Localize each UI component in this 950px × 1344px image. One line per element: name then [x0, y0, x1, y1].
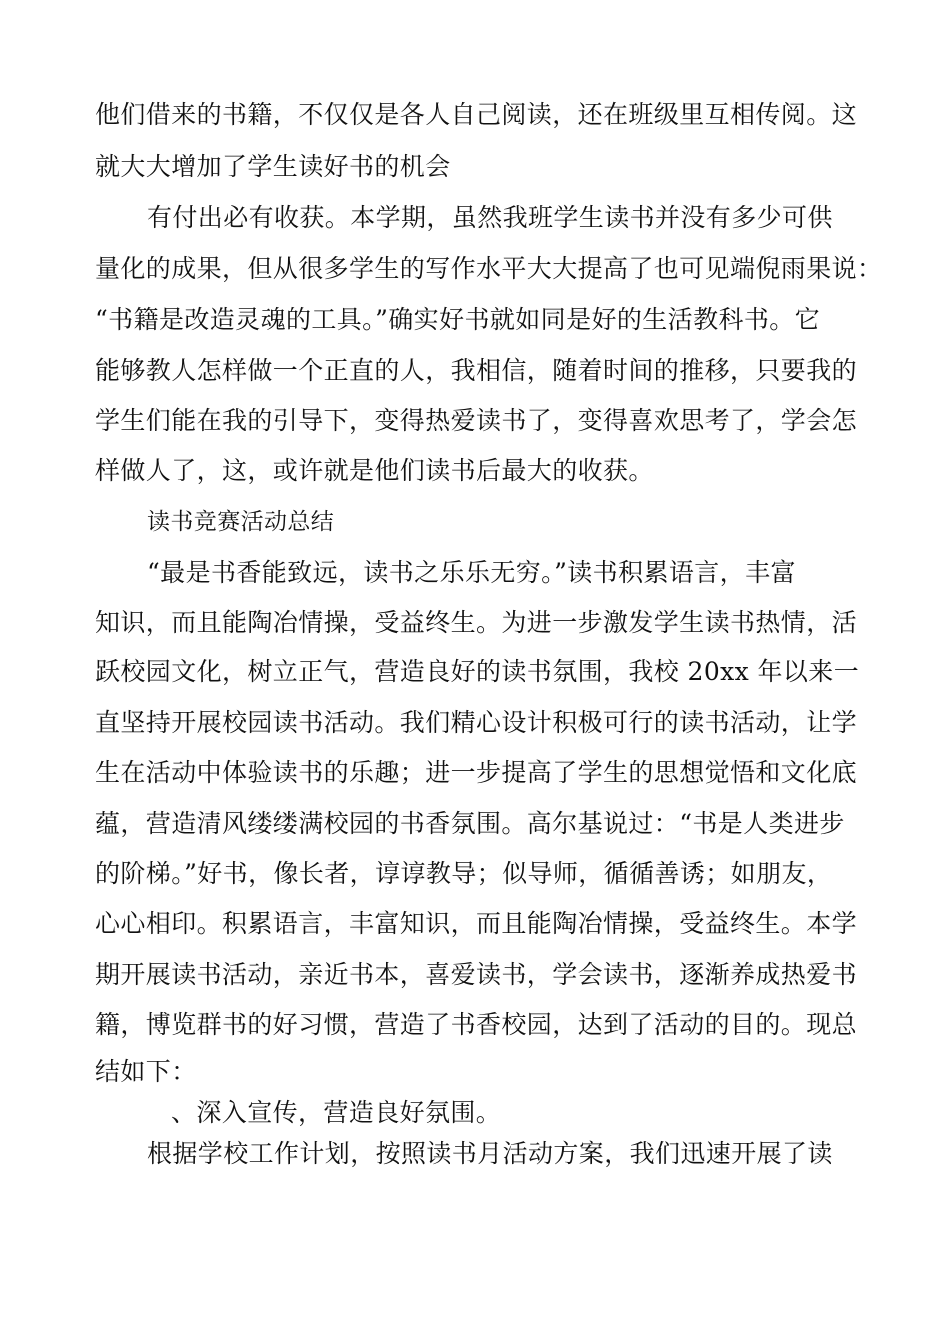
section-title: 读书竞赛活动总结: [147, 509, 335, 535]
paragraph-line: 蕴，营造清风缕缕满校园的书香氛围。高尔基说过：“书是人类进步: [95, 809, 845, 838]
paragraph-line: 样做人了，这，或许就是他们读书后最大的收获。: [95, 456, 654, 485]
paragraph-line: 知识，而且能陶冶情操，受益终生。为进一步激发学生读书热情，活: [95, 608, 858, 637]
paragraph-line: 直坚持开展校园读书活动。我们精心设计积极可行的读书活动，让学: [95, 708, 858, 737]
paragraph-line: “书籍是改造灵魂的工具。”确实好书就如同是好的生活教科书。它: [95, 305, 821, 334]
paragraph-line: 有付出必有收获。本学期，虽然我班学生读书并没有多少可供: [147, 203, 833, 232]
paragraph-line: 生在活动中体验读书的乐趣；进一步提高了学生的思想觉悟和文化底: [95, 758, 858, 787]
paragraph-line: 量化的成果，但从很多学生的写作水平大大提高了也可见端倪雨果说：: [95, 254, 883, 283]
paragraph-line: 心心相印。积累语言，丰富知识，而且能陶冶情操，受益终生。本学: [95, 909, 858, 938]
paragraph-line: 根据学校工作计划，按照读书月活动方案，我们迅速开展了读: [147, 1139, 833, 1168]
paragraph-line: 学生们能在我的引导下，变得热爱读书了，变得喜欢思考了，学会怎: [95, 406, 858, 435]
paragraph-line: 籍，博览群书的好习惯，营造了书香校园，达到了活动的目的。现总: [95, 1010, 858, 1039]
paragraph-line: 的阶梯。”好书，像长者，谆谆教导；似导师，循循善诱；如朋友，: [95, 859, 833, 888]
paragraph-line: 期开展读书活动，亲近书本，喜爱读书，学会读书，逐渐养成热爱书: [95, 960, 858, 989]
paragraph-line: “最是书香能致远，读书之乐乐无穷。”读书积累语言，丰富: [147, 558, 796, 587]
paragraph-line: 、深入宣传，营造良好氛围。: [171, 1098, 502, 1127]
paragraph-line: 跃校园文化，树立正气，营造良好的读书氛围，我校 20xx 年以来一: [95, 657, 860, 686]
paragraph-line: 能够教人怎样做一个正直的人，我相信，随着时间的推移，只要我的: [95, 356, 858, 385]
paragraph-line: 就大大增加了学生读好书的机会: [95, 152, 451, 181]
paragraph-line: 他们借来的书籍，不仅仅是各人自己阅读，还在班级里互相传阅。这: [95, 100, 858, 129]
paragraph-line: 结如下：: [95, 1057, 197, 1086]
